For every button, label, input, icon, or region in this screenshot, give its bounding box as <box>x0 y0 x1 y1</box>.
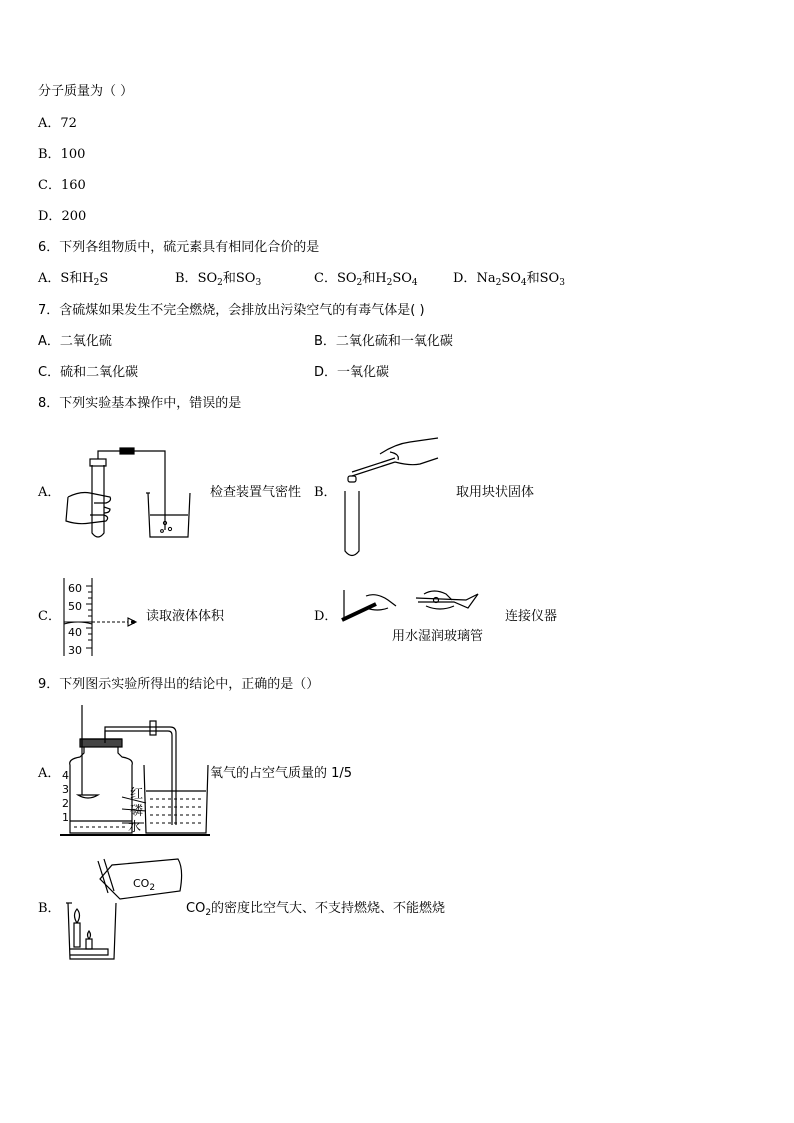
q9-option-b-label: B． <box>38 901 61 916</box>
q7-option-c: C．硫和二氧化碳 <box>38 365 139 380</box>
solid-sampling-figure <box>340 436 450 561</box>
red-label: 红 <box>130 787 144 802</box>
q8-option-d-sub-caption: 用水湿润玻璃管 <box>392 629 484 644</box>
q8-option-b-caption: 取用块状固体 <box>456 485 535 500</box>
q5-option-a: A．72 <box>38 116 77 131</box>
q9-option-a-caption: 氧气的占空气质量的 1/5 <box>210 766 353 781</box>
q7-option-d: D．一氧化碳 <box>314 365 390 380</box>
jar-mark-4: 4 <box>62 769 69 782</box>
jar-mark-1: 1 <box>62 811 69 824</box>
q7-stem: 7．含硫煤如果发生不完全燃烧，会排放出污染空气的有毒气体是( ) <box>38 303 425 318</box>
q9-stem: 9．下列图示实验所得出的结论中，正确的是（） <box>38 677 320 692</box>
connect-apparatus-figure <box>336 586 486 628</box>
q7-option-b: B．二氧化硫和一氧化碳 <box>314 334 453 349</box>
q8-option-c-caption: 读取液体体积 <box>146 609 225 624</box>
airtightness-check-figure <box>60 445 200 545</box>
water-label: 水 <box>128 820 142 835</box>
q8-option-c-label: C． <box>38 609 61 624</box>
cylinder-mark-30: 30 <box>68 644 82 657</box>
cylinder-mark-40: 40 <box>68 626 82 639</box>
q5-option-d: D．200 <box>38 209 87 224</box>
q7-option-a: A．二氧化硫 <box>38 334 112 349</box>
q8-option-d-caption: 连接仪器 <box>505 609 558 624</box>
q8-option-a-label: A． <box>38 485 61 500</box>
q9-option-a-label: A． <box>38 766 61 781</box>
jar-mark-3: 3 <box>62 783 69 796</box>
jar-mark-2: 2 <box>62 797 69 810</box>
q5-option-c: C．160 <box>38 178 86 193</box>
q9-option-b-caption: $CO_2$的密度比空气大、不支持燃烧、不能燃烧 <box>186 901 446 918</box>
q8-option-a-caption: 检查装置气密性 <box>210 485 302 500</box>
q5-stem-tail: 分子质量为（ ） <box>38 84 134 99</box>
co2-pour-figure <box>62 855 187 963</box>
q6-option-b: B．$SO_2$和$SO_3$ <box>175 271 262 288</box>
cylinder-mark-60: 60 <box>68 582 82 595</box>
cylinder-mark-50: 50 <box>68 600 82 613</box>
q8-option-b-label: B． <box>314 485 337 500</box>
co2-bottle-label: $CO_2$ <box>133 877 156 893</box>
q6-option-a: A．S和$H_2S$ <box>38 271 109 288</box>
q6-option-d: D．$Na_2SO_4$和$SO_3$ <box>453 271 565 288</box>
q8-stem: 8．下列实验基本操作中，错误的是 <box>38 396 242 411</box>
q8-option-d-label: D． <box>314 609 338 624</box>
q6-stem: 6．下列各组物质中，硫元素具有相同化合价的是 <box>38 240 320 255</box>
q6-option-c: C．$SO_2$和$H_2SO_4$ <box>314 271 418 288</box>
phosphorus-label: 磷 <box>130 804 144 819</box>
q5-option-b: B．100 <box>38 147 86 162</box>
